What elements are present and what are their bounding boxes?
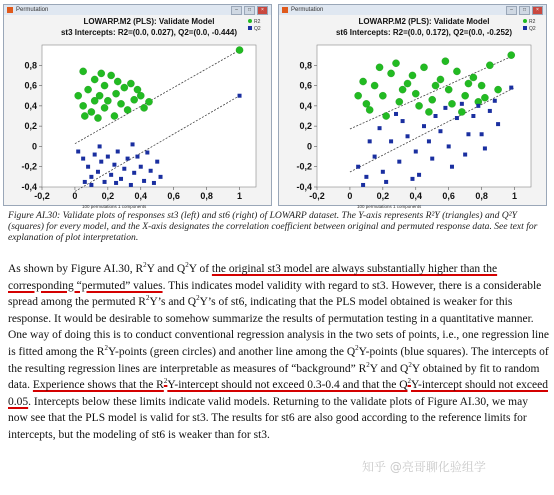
paragraph-text: . This indicates model validity with regard to st3. However, there is a considerable spread among the permuted R <box>8 279 542 309</box>
data-point-q2 <box>450 165 454 169</box>
data-point-q2 <box>155 160 159 164</box>
data-point-q2 <box>116 150 120 154</box>
data-point-r2 <box>409 72 416 79</box>
superscript: 2 <box>143 261 147 270</box>
legend-marker-r2 <box>248 19 252 23</box>
data-point-r2 <box>101 82 108 89</box>
data-point-q2 <box>139 165 143 169</box>
paragraph-text: . Intercepts below these limits indicate valid models. Returning to the validate plots of Figure AI.30, we may now see that the PLS model is valid for st3. The results for st6 are also good according to the reference limits for intercepts, but the modeling of st6 is weaker than for st3. <box>8 395 528 441</box>
data-point-r2 <box>140 104 147 111</box>
data-point-q2 <box>389 139 393 143</box>
paragraph-text: Y-points (green circles) and another line among the Q <box>107 345 356 358</box>
data-point-r2 <box>458 108 465 115</box>
y-tick-label: 0,8 <box>299 60 312 71</box>
data-point-q2 <box>401 119 405 123</box>
data-point-q2 <box>98 144 102 148</box>
data-point-r2 <box>376 64 383 71</box>
data-point-q2 <box>93 153 97 157</box>
data-point-q2 <box>496 122 500 126</box>
data-point-q2 <box>81 157 85 161</box>
data-point-r2 <box>91 97 98 104</box>
watermark: 知乎 @亮哥聊化验组学 <box>362 460 486 474</box>
y-tick-label: 0,2 <box>299 121 312 132</box>
x-tick-label: 0 <box>347 191 353 201</box>
data-point-q2 <box>378 126 382 130</box>
window-title: Permutation <box>291 7 324 13</box>
data-point-q2 <box>443 106 447 110</box>
x-tick-label: 0,4 <box>409 191 423 201</box>
data-point-r2 <box>412 90 419 97</box>
data-point-q2 <box>422 124 426 128</box>
superscript: 2 <box>185 261 189 270</box>
data-point-r2 <box>111 112 118 119</box>
data-point-r2 <box>442 58 449 65</box>
superscript: 2 <box>408 360 412 369</box>
window-titlebar <box>4 5 271 15</box>
data-point-q2 <box>89 175 93 179</box>
window-title: Permutation <box>16 7 49 13</box>
data-point-q2 <box>103 180 107 184</box>
legend-label: Q2 <box>529 26 536 32</box>
data-point-q2 <box>434 114 438 118</box>
data-point-r2 <box>98 70 105 77</box>
superscript: 2 <box>163 377 168 386</box>
data-point-r2 <box>448 100 455 107</box>
data-point-q2 <box>131 142 135 146</box>
chart-title: LOWARP.M2 (PLS): Validate Model <box>83 17 215 26</box>
y-tick-label: 0 <box>306 141 312 152</box>
validate-plot-window-st6 <box>278 4 547 209</box>
data-point-r2 <box>84 86 91 93</box>
superscript: 2 <box>145 294 150 303</box>
data-point-r2 <box>81 112 88 119</box>
y-tick-label: 0,8 <box>24 60 37 71</box>
highlighted-text: Y-intercept should not exceed 0.3-0.4 and that the Q <box>167 379 408 392</box>
body-paragraph <box>8 261 550 444</box>
y-tick-label: 0,4 <box>299 100 312 111</box>
y-tick-label: 0,4 <box>24 100 37 111</box>
data-point-q2 <box>86 165 90 169</box>
validate-plot-st6 <box>279 15 546 209</box>
data-point-q2 <box>142 179 146 183</box>
maximize-button[interactable]: □ <box>519 6 530 15</box>
paragraph-text: Y and Q <box>146 263 186 275</box>
data-point-r2 <box>355 92 362 99</box>
data-point-r2 <box>145 98 152 105</box>
data-point-r2 <box>371 82 378 89</box>
data-point-q2 <box>238 94 242 98</box>
y-tick-label: 0,2 <box>24 121 37 132</box>
data-point-q2 <box>159 175 163 179</box>
data-point-r2 <box>236 46 243 53</box>
data-point-r2 <box>114 78 121 85</box>
chart-subtitle: st3 Intercepts: R2=(0.0, 0.027), Q2=(0.0, -0.444) <box>60 28 238 37</box>
data-point-r2 <box>392 60 399 67</box>
data-point-r2 <box>415 102 422 109</box>
data-point-q2 <box>89 183 93 187</box>
data-point-q2 <box>119 177 123 181</box>
data-point-r2 <box>80 102 87 109</box>
data-point-r2 <box>91 76 98 83</box>
y-tick-label: -0,4 <box>296 182 312 192</box>
superscript: 2 <box>366 360 370 369</box>
data-point-q2 <box>83 180 87 184</box>
y-tick-label: 0 <box>31 141 37 152</box>
y-tick-label: 0,6 <box>299 80 312 91</box>
data-point-r2 <box>359 78 366 85</box>
data-point-q2 <box>394 112 398 116</box>
data-point-q2 <box>476 104 480 108</box>
minimize-button[interactable]: – <box>506 6 517 15</box>
data-point-q2 <box>410 177 414 181</box>
data-point-r2 <box>379 92 386 99</box>
app-icon <box>282 7 288 13</box>
x-tick-label: 1 <box>237 191 243 201</box>
data-point-r2 <box>508 52 515 59</box>
data-point-q2 <box>509 86 513 90</box>
legend-marker-q2 <box>248 26 252 30</box>
data-point-r2 <box>396 98 403 105</box>
legend-marker-q2 <box>523 26 527 30</box>
data-point-r2 <box>124 106 131 113</box>
data-point-q2 <box>427 139 431 143</box>
data-point-q2 <box>384 180 388 184</box>
data-point-r2 <box>131 96 138 103</box>
data-point-q2 <box>96 170 100 174</box>
data-point-r2 <box>437 76 444 83</box>
data-point-r2 <box>399 86 406 93</box>
y-tick-label: -0,4 <box>21 182 37 192</box>
paragraph-text: Y’s of st6, indicating that the PLS model obtained is weaker for this response. It would be desirable to somehow summarize the results of permutation testing in a quantitative manner. One way of doing this is to conduct conventional regression analysis in the two sets of points, i.e., one regression line is fitted among the R <box>8 296 550 358</box>
data-point-r2 <box>366 106 373 113</box>
window-titlebar <box>279 5 546 15</box>
figure-caption: Figure AI.30: Validate plots of responses st3 (left) and st6 (right) of LOWARP dataset. The Y-axis represents R²Y (triangles) and Q²Y (squares) for every model, and the X-axis designates the correlation coefficient between original and permuted response data. See text for explanation of plot interpretation. <box>8 210 538 243</box>
data-point-r2 <box>425 108 432 115</box>
data-point-r2 <box>108 72 115 79</box>
plot-area <box>42 45 256 187</box>
chart-footnote: 100 permutations 1 components <box>357 204 422 209</box>
data-point-r2 <box>101 104 108 111</box>
app-icon <box>7 7 13 13</box>
data-point-q2 <box>152 181 156 185</box>
data-point-q2 <box>106 155 110 159</box>
x-tick-label: 0,8 <box>200 191 213 201</box>
x-tick-label: -0,2 <box>34 191 50 201</box>
legend-marker-r2 <box>523 19 527 23</box>
minimize-button[interactable]: – <box>231 6 242 15</box>
data-point-q2 <box>447 144 451 148</box>
data-point-q2 <box>381 170 385 174</box>
validate-plot-window-st3 <box>3 4 272 209</box>
data-point-q2 <box>483 146 487 150</box>
data-point-r2 <box>478 82 485 89</box>
data-point-r2 <box>462 92 469 99</box>
data-point-q2 <box>463 153 467 157</box>
data-point-r2 <box>453 68 460 75</box>
close-button[interactable]: × <box>532 6 543 15</box>
y-tick-label: 0,6 <box>24 80 37 91</box>
data-point-r2 <box>404 80 411 87</box>
paragraph-text: Y obtained by fit to random data. <box>8 362 540 392</box>
data-point-q2 <box>466 132 470 136</box>
x-tick-label: 0,8 <box>475 191 488 201</box>
data-point-r2 <box>420 64 427 71</box>
chart-subtitle: st6 Intercepts: R2=(0.0, 0.172), Q2=(0.0, -0.252) <box>335 28 513 37</box>
paragraph-text: As shown by Figure AI.30, R <box>8 263 144 275</box>
data-point-q2 <box>99 160 103 164</box>
data-point-q2 <box>109 173 113 177</box>
x-tick-label: 1 <box>512 191 518 201</box>
chart-title: LOWARP.M2 (PLS): Validate Model <box>358 17 490 26</box>
superscript: 2 <box>104 344 108 353</box>
x-tick-label: 0,6 <box>167 191 180 201</box>
data-point-q2 <box>417 173 421 177</box>
data-point-r2 <box>121 84 128 91</box>
data-point-q2 <box>356 165 360 169</box>
data-point-q2 <box>135 155 139 159</box>
x-tick-label: -0,2 <box>309 191 325 201</box>
data-point-r2 <box>383 112 390 119</box>
data-point-q2 <box>471 114 475 118</box>
data-point-q2 <box>368 139 372 143</box>
data-point-q2 <box>364 175 368 179</box>
data-point-q2 <box>414 150 418 154</box>
data-point-q2 <box>397 160 401 164</box>
validate-plot-st3 <box>4 15 271 209</box>
data-point-q2 <box>438 129 442 133</box>
data-point-q2 <box>149 169 153 173</box>
paragraph-text: Y-points (blue squares). The intercepts of the resulting regression lines are interpretable as measures of “background” R <box>8 345 549 375</box>
legend-label: Q2 <box>254 26 261 32</box>
data-point-r2 <box>112 90 119 97</box>
legend-label: R2 <box>529 19 536 25</box>
data-point-q2 <box>126 157 130 161</box>
data-point-q2 <box>112 163 116 167</box>
data-point-q2 <box>493 99 497 103</box>
data-point-q2 <box>76 150 80 154</box>
superscript: 2 <box>355 344 359 353</box>
data-point-q2 <box>430 157 434 161</box>
data-point-q2 <box>361 183 365 187</box>
data-point-r2 <box>75 92 82 99</box>
data-point-q2 <box>373 155 377 159</box>
data-point-r2 <box>481 94 488 101</box>
data-point-q2 <box>480 132 484 136</box>
data-point-r2 <box>432 82 439 89</box>
maximize-button[interactable]: □ <box>244 6 255 15</box>
data-point-q2 <box>114 181 118 185</box>
data-point-r2 <box>80 68 87 75</box>
data-point-q2 <box>460 102 464 106</box>
data-point-r2 <box>127 80 134 87</box>
data-point-r2 <box>445 86 452 93</box>
chart-footnote: 100 permutations 1 components <box>82 204 147 209</box>
data-point-r2 <box>486 62 493 69</box>
data-point-r2 <box>465 80 472 87</box>
superscript: 2 <box>196 294 200 303</box>
x-tick-label: 0,2 <box>101 191 115 201</box>
data-point-q2 <box>406 134 410 138</box>
data-point-r2 <box>470 74 477 81</box>
x-tick-label: 0 <box>72 191 78 201</box>
data-point-r2 <box>117 100 124 107</box>
highlighted-text: the original st3 model are always substantially higher than the corresponding “permuted” values <box>8 263 498 292</box>
highlighted-text: Y-intercept should not exceed 0.05 <box>8 379 548 408</box>
close-button[interactable]: × <box>257 6 268 15</box>
data-point-r2 <box>387 70 394 77</box>
x-tick-label: 0,2 <box>376 191 390 201</box>
data-point-r2 <box>104 97 111 104</box>
highlighted-text: Experience shows that the R <box>32 379 164 392</box>
paragraph-text: Y’s and Q <box>149 296 197 309</box>
data-point-q2 <box>132 171 136 175</box>
data-point-r2 <box>94 114 101 121</box>
data-point-q2 <box>455 116 459 120</box>
y-tick-label: -0,2 <box>21 161 37 172</box>
superscript: 2 <box>407 377 411 386</box>
data-point-r2 <box>494 86 501 93</box>
paragraph-text: Y and Q <box>369 362 409 375</box>
data-point-r2 <box>429 96 436 103</box>
paragraph-text: Y of <box>188 263 212 275</box>
x-tick-label: 0,4 <box>134 191 148 201</box>
legend-label: R2 <box>254 19 261 25</box>
data-point-q2 <box>488 109 492 113</box>
data-point-r2 <box>134 86 141 93</box>
data-point-q2 <box>122 167 126 171</box>
data-point-q2 <box>129 183 133 187</box>
x-tick-label: 0,6 <box>442 191 455 201</box>
data-point-r2 <box>88 108 95 115</box>
y-tick-label: -0,2 <box>296 161 312 172</box>
data-point-q2 <box>145 151 149 155</box>
